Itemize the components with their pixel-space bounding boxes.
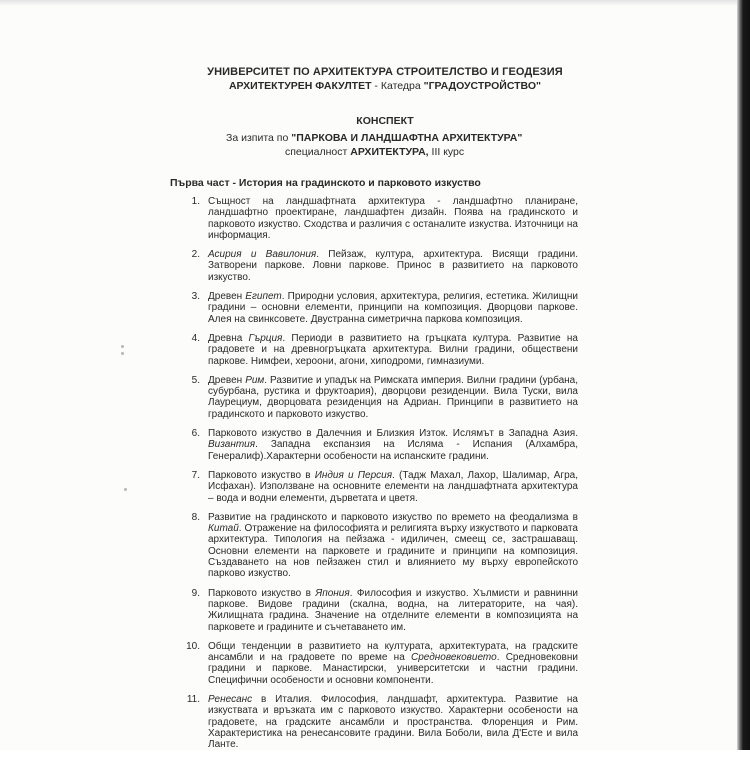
department-prefix: - Катедра [371,80,424,92]
scan-speck [124,488,127,491]
list-item [168,428,578,462]
university-header [150,66,620,92]
item-number: 4. [191,332,200,344]
list-item [168,249,578,283]
list-item [168,196,578,241]
part-one-heading: Първа част - История на градинското и парковото изкуство [170,177,481,189]
list-item [168,588,578,633]
list-item [168,641,578,686]
scan-shadow-top [0,0,737,6]
list-item [168,375,578,420]
list-item [168,291,578,325]
specialty-name: АРХИТЕКТУРА, [350,146,429,158]
item-number: 9. [191,587,200,599]
list-item [168,694,578,750]
course-year: III курс [428,146,465,158]
item-number: 5. [191,374,200,386]
item-number: 7. [191,469,200,481]
item-number: 6. [191,428,200,440]
item-text: Общи тенденции в развитието на културата, архитектурата, на градските ансамбли и на градовете по време на Средновековието. Средновековни градини и паркове. Манастирски, университетски и частни градини. Специфични особености и основни компоненти. [208,640,578,686]
item-number: 10. [186,640,200,652]
item-number: 11. [186,693,200,705]
item-text: Ренесанс в Италия. Философия, ландшафт, архитектура. Развитие на изкуствата и връзката им с парковото изкуство. Характерни особености на градовете, на градските ансамбли и пространства. Флоренция и Рим. Характеристика на ренесансовите градини. Вила Боболи, вила Д'Есте и вила Ланте. [208,693,578,751]
exam-subject-line [178,131,608,145]
item-text: Парковото изкуство в Япония. Философия и изкуство. Хълмисти и равнинни паркове. Видове градини (скална, водна, на литераторите, на чая). Жилищната градина. Значение на отделните елементи в композицията на парковете и градините и съчетаването им. [208,587,578,633]
university-name: УНИВЕРСИТЕТ ПО АРХИТЕКТУРА СТРОИТЕЛСТВО И ГЕОДЕЗИЯ [207,66,563,78]
item-number: 8. [191,511,200,523]
scan-speck [121,345,124,348]
item-text: Парковото изкуство в Далечния и Близкия Изток. Ислямът в Западна Азия. Византия. Западна експанзия на Исляма - Испания (Алхамбра, Генералиф).Характерни особености на испанските градини. [208,428,578,462]
scan-speck [121,352,124,355]
item-number: 1. [191,196,200,207]
subject-name: "ПАРКОВА И ЛАНДШАФТНА АРХИТЕКТУРА" [291,132,523,144]
scan-edge-right [737,0,750,750]
faculty-name: АРХИТЕКТУРЕН ФАКУЛТЕТ [228,80,372,92]
faculty-line [150,80,620,92]
exam-subject [178,131,608,159]
item-text: Древен Рим. Развитие и упадък на Римската империя. Вилни градини (урбана, субурбана, рустика и фруктоария), дворцови резиденции. Вила Туски, вила Лаурециум, дворцовата резиденция на Адриан. Принципи в развитието на градинското и парковото изкуство. [208,374,578,420]
item-text: Древен Египет. Природни условия, архитектура, религия, естетика. Жилищни градини – основни елементи, принципи на композиция. Дворцови паркове. Алея на свинксовете. Двустранна симетрична паркова композиция. [208,291,578,325]
topics-list [168,196,578,758]
item-text: Асирия и Вавилония. Пейзаж, култура, архитектура. Висящи градини. Затворени паркове. Ловни паркове. Принос в развитието на парковото изкуство. [208,249,578,283]
item-text: Древна Гърция. Периоди в развитието на гръцката култура. Развитие на градовете и на древногръцката архитектура. Вилни градини, обществени паркове. Нимфеи, хероони, агони, хиподроми, гимназиуми. [208,332,578,367]
subject-prefix: За изпита по [226,132,292,144]
item-text: Парковото изкуство в Индия и Персия. (Тадж Махал, Лахор, Шалимар, Агра, Исфахан). Използване на основните елементи на ландшафтната архитектура – вода и водни елементи, дърветата и цветя. [208,469,578,504]
list-item [168,470,578,504]
item-number: 3. [191,291,200,303]
specialty-prefix: специалност [285,146,351,158]
specialty-line [178,145,608,159]
document-title: КОНСПЕКТ [356,115,414,127]
item-number: 2. [191,249,200,261]
list-item [168,333,578,367]
item-text: Същност на ландшафтната архитектура - ландшафтно планиране, ландшафтно проектиране, ландшафтен дизайн. Поява на градинското и парковото изкуство. Сходства и различия с останалите изкуства. Източници на информация. [208,196,578,241]
list-item [168,512,578,580]
item-text: Развитие на градинското и парковото изкуство по времето на феодализма в Китай. Отражение на философията и религията върху изкуството и парковата архитектура. Типология на пейзажа - идиличен, смеещ се, застрашаващ. Основни елементи на парковете и градините и принципи на композиция. Създаването на нов пейзажен стил и влиянието му върху европейското парково изкуство. [208,511,578,580]
department-name: "ГРАДОУСТРОЙСТВО" [423,80,542,92]
